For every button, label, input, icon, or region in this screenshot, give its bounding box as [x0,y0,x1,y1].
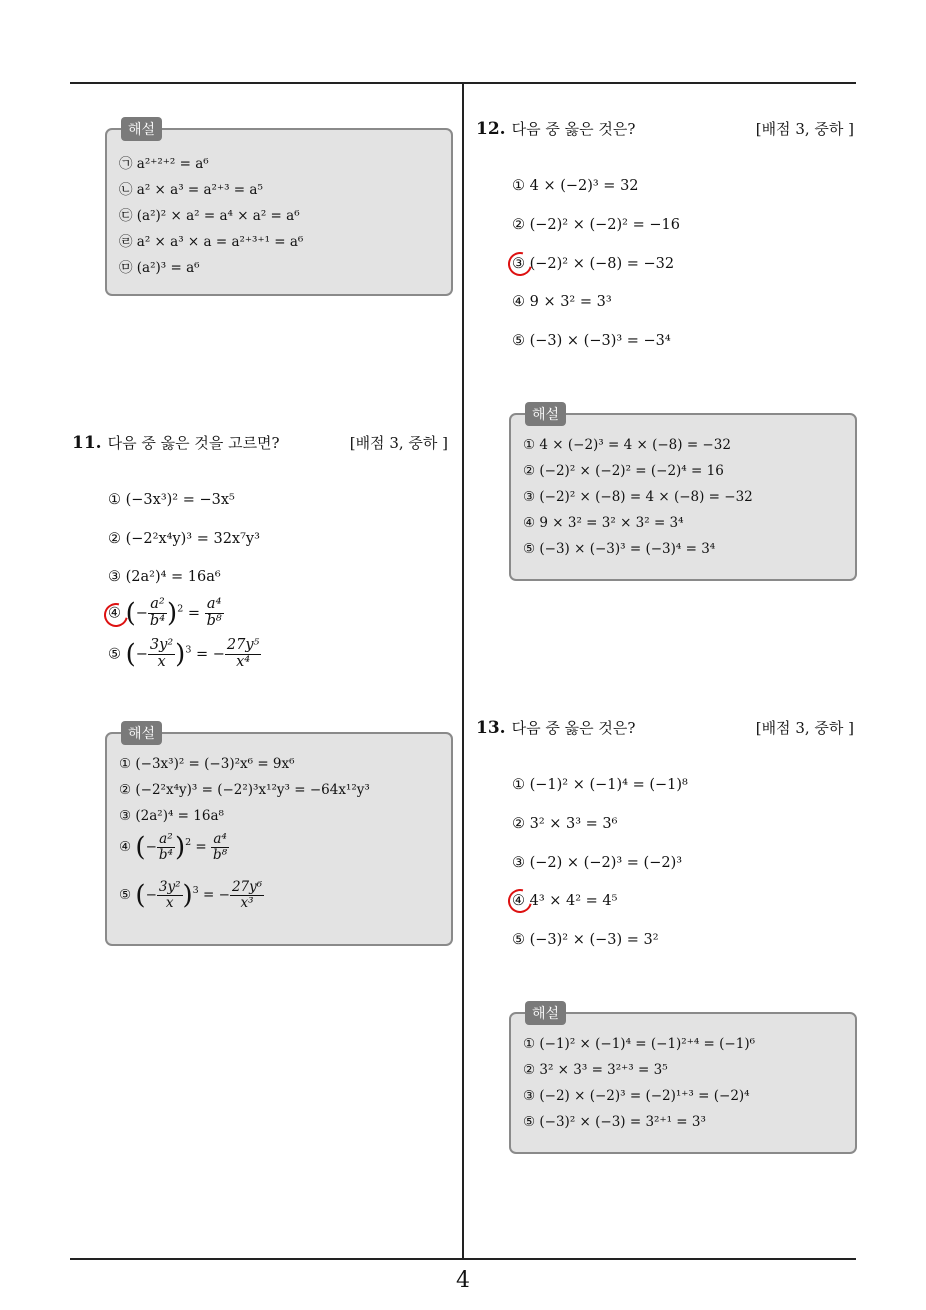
q12-option-3[interactable]: ③ (−2)² × (−8) = −32 [512,256,675,272]
solution-line: ④ (− $\frac{\text{a²}}{\text{b⁴}}$ )$^2$ = $\frac{\text{a⁴}}{\text{b⁸}}$ [119,831,228,863]
question-text: 다음 중 옳은 것은? [511,719,636,737]
solution-line: ㉢ (a²)² × a² = a⁴ × a² = a⁶ [119,208,300,224]
q11-option-2[interactable]: ② (−2²x⁴y)³ = 32x⁷y³ [108,531,260,547]
solution-line: ① (−3x³)² = (−3)²x⁶ = 9x⁶ [119,756,295,772]
solution-line: ⑤ (−3) × (−3)³ = (−3)⁴ = 3⁴ [523,541,716,557]
points-label: [배점 3, 중하 ] [755,719,854,737]
solution-line: ② 3² × 3³ = 3²⁺³ = 3⁵ [523,1062,668,1078]
q11-option-4[interactable]: ④ (− $\frac{\text{a²}}{\text{b⁴}}$ )$^2$ = $\frac{\text{a⁴}}{\text{b⁸}}$ [108,596,222,629]
q13-solution-box [509,1006,857,1154]
question-number: 13. [476,718,506,738]
solution-line: ㉤ (a²)³ = a⁶ [119,260,200,276]
explanation-tag: 해설 [525,402,566,426]
question-text: 다음 중 옳은 것은? [511,120,636,138]
solution-line: ㉠ a²⁺²⁺² = a⁶ [119,156,209,172]
q11-option-3[interactable]: ③ (2a²)⁴ = 16a⁶ [108,569,221,585]
q10-solution-box [105,122,453,296]
points-label: [배점 3, 중하 ] [349,434,448,452]
q12-option-2[interactable]: ② (−2)² × (−2)² = −16 [512,217,680,233]
solution-line: ② (−2)² × (−2)² = (−2)⁴ = 16 [523,463,724,479]
question-text: 다음 중 옳은 것을 고르면? [107,434,280,452]
q12-option-4[interactable]: ④ 9 × 3² = 3³ [512,294,612,310]
explanation-tag: 해설 [121,721,162,745]
q11-option-1[interactable]: ① (−3x³)² = −3x⁵ [108,492,235,508]
solution-line: ③ (−2) × (−2)³ = (−2)¹⁺³ = (−2)⁴ [523,1088,750,1104]
solution-line: ③ (2a²)⁴ = 16a⁸ [119,808,224,824]
solution-line: ㉡ a² × a³ = a²⁺³ = a⁵ [119,182,263,198]
column-divider [462,83,464,1259]
q13-option-3[interactable]: ③ (−2) × (−2)³ = (−2)³ [512,855,683,871]
question-13-header [476,717,854,738]
q13-option-2[interactable]: ② 3² × 3³ = 3⁶ [512,816,618,832]
solution-line: ㉣ a² × a³ × a = a²⁺³⁺¹ = a⁶ [119,234,304,250]
explanation-tag: 해설 [121,117,162,141]
answer-mark-circle [504,248,537,281]
page-number: 4 [456,1268,470,1293]
solution-line: ① 4 × (−2)³ = 4 × (−8) = −32 [523,437,731,453]
q13-option-4[interactable]: ④ 4³ × 4² = 4⁵ [512,893,618,909]
question-number: 12. [476,119,506,139]
q12-option-1[interactable]: ① 4 × (−2)³ = 32 [512,178,639,194]
solution-line: ⑤ (− $\frac{\text{3y²}}{x}$ )$^3$ = − $\frac{\text{27y⁶}}{\text{x³}}$ [119,879,263,911]
q12-solution-box [509,407,857,581]
solution-line: ⑤ (−3)² × (−3) = 3²⁺¹ = 3³ [523,1114,706,1130]
q13-option-5[interactable]: ⑤ (−3)² × (−3) = 3² [512,932,659,948]
question-12-header [476,118,854,139]
solution-line: ③ (−2)² × (−8) = 4 × (−8) = −32 [523,489,753,505]
q12-option-5[interactable]: ⑤ (−3) × (−3)³ = −3⁴ [512,333,671,349]
answer-mark-circle [504,885,537,918]
solution-line: ④ 9 × 3² = 3² × 3² = 3⁴ [523,515,684,531]
points-label: [배점 3, 중하 ] [755,120,854,138]
q11-option-5[interactable]: ⑤ (− $\frac{\text{3y²}}{x}$ )$^3$ = − $\frac{\text{27y⁵}}{\text{x⁴}}$ [108,637,260,670]
solution-line: ① (−1)² × (−1)⁴ = (−1)²⁺⁴ = (−1)⁶ [523,1036,755,1052]
question-number: 11. [72,433,102,453]
q11-solution-box [105,726,453,946]
solution-line: ② (−2²x⁴y)³ = (−2²)³x¹²y³ = −64x¹²y³ [119,782,370,798]
explanation-tag: 해설 [525,1001,566,1025]
question-11-header [72,432,448,453]
q13-option-1[interactable]: ① (−1)² × (−1)⁴ = (−1)⁸ [512,777,688,793]
